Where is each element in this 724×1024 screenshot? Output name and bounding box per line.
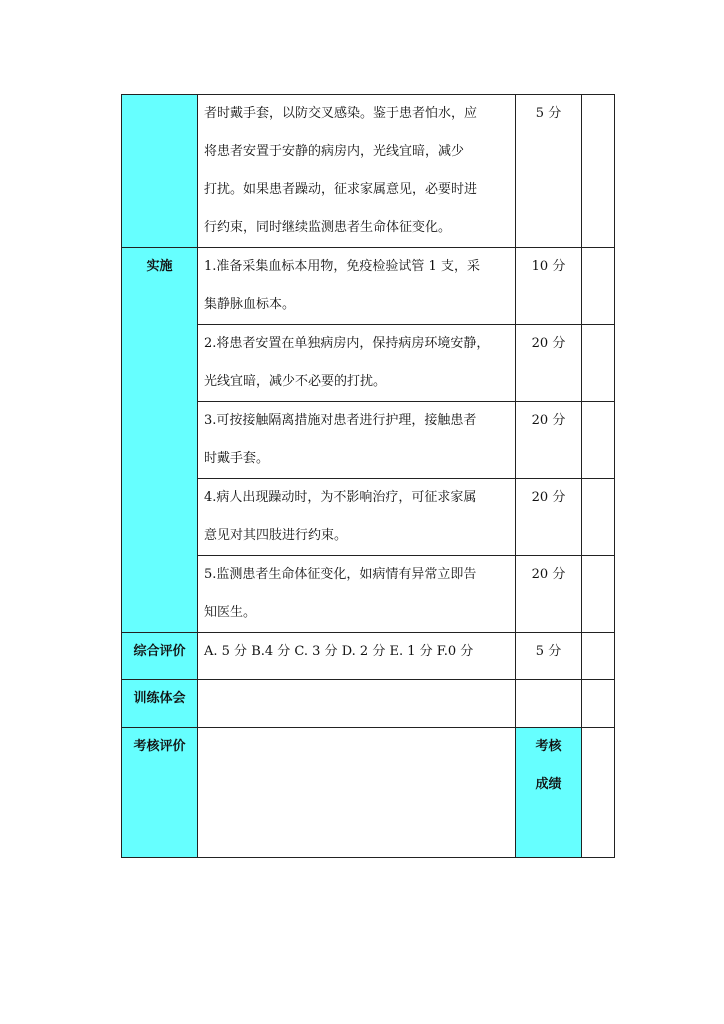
actual-score-cell xyxy=(582,325,615,402)
score-cell: 20 分 xyxy=(516,479,582,556)
score-cell: 5 分 xyxy=(516,633,582,680)
item-content-cell xyxy=(198,325,516,402)
content-line: 5.监测患者生命体征变化，如病情有异常立即告 xyxy=(204,567,477,582)
actual-score-cell xyxy=(582,556,615,633)
overall-label: 综合评价 xyxy=(122,633,198,680)
score-cell xyxy=(516,680,582,728)
overall-row xyxy=(122,633,615,680)
actual-score-cell xyxy=(582,402,615,479)
content-line: 集静脉血标本。 xyxy=(204,297,296,312)
training-label: 训练体会 xyxy=(122,680,198,728)
actual-score-cell xyxy=(582,680,615,728)
content-line: 知医生。 xyxy=(204,605,257,620)
assessment-label: 考核评价 xyxy=(122,728,198,858)
assessment-table xyxy=(121,94,615,858)
grade-label-line: 成绩 xyxy=(535,777,562,792)
assessment-row xyxy=(122,728,615,858)
item-content-cell xyxy=(198,556,516,633)
overall-options: A. 5 分 B.4 分 C. 3 分 D. 2 分 E. 1 分 F.0 分 xyxy=(198,633,516,680)
training-row xyxy=(122,680,615,728)
content-line: 3.可按接触隔离措施对患者进行护理，接触患者 xyxy=(204,413,477,428)
score-cell: 5 分 xyxy=(516,95,582,248)
implementation-row xyxy=(122,248,615,325)
score-cell: 20 分 xyxy=(516,325,582,402)
content-line: 将患者安置于安静的病房内，光线宜暗，减少 xyxy=(204,144,465,159)
item-content-cell xyxy=(198,248,516,325)
content-line: 者时戴手套，以防交叉感染。鉴于患者怕水，应 xyxy=(204,106,478,121)
content-line: 1.准备采集血标本用物，免疫检验试管 1 支，采 xyxy=(204,259,480,274)
grade-label-cell xyxy=(516,728,582,858)
item-content-cell xyxy=(198,479,516,556)
grade-label-line: 考核 xyxy=(535,739,562,754)
grade-value-cell xyxy=(582,728,615,858)
training-content-cell xyxy=(198,680,516,728)
score-cell: 20 分 xyxy=(516,556,582,633)
continued-label-cell xyxy=(122,95,198,248)
continued-content-cell xyxy=(198,95,516,248)
content-line: 时戴手套。 xyxy=(204,451,270,466)
content-line: 意见对其四肢进行约束。 xyxy=(204,528,348,543)
implementation-label: 实施 xyxy=(122,248,198,633)
content-line: 打扰。如果患者躁动，征求家属意见，必要时进 xyxy=(204,182,478,197)
score-cell: 20 分 xyxy=(516,402,582,479)
continued-row xyxy=(122,95,615,248)
actual-score-cell xyxy=(582,95,615,248)
score-cell: 10 分 xyxy=(516,248,582,325)
assessment-content-cell xyxy=(198,728,516,858)
content-line: 4.病人出现躁动时，为不影响治疗，可征求家属 xyxy=(204,490,477,505)
content-line: 光线宜暗，减少不必要的打扰。 xyxy=(204,374,387,389)
content-line: 2.将患者安置在单独病房内，保持病房环境安静， xyxy=(204,336,490,351)
actual-score-cell xyxy=(582,633,615,680)
actual-score-cell xyxy=(582,248,615,325)
item-content-cell xyxy=(198,402,516,479)
actual-score-cell xyxy=(582,479,615,556)
content-line: 行约束，同时继续监测患者生命体征变化。 xyxy=(204,220,452,235)
